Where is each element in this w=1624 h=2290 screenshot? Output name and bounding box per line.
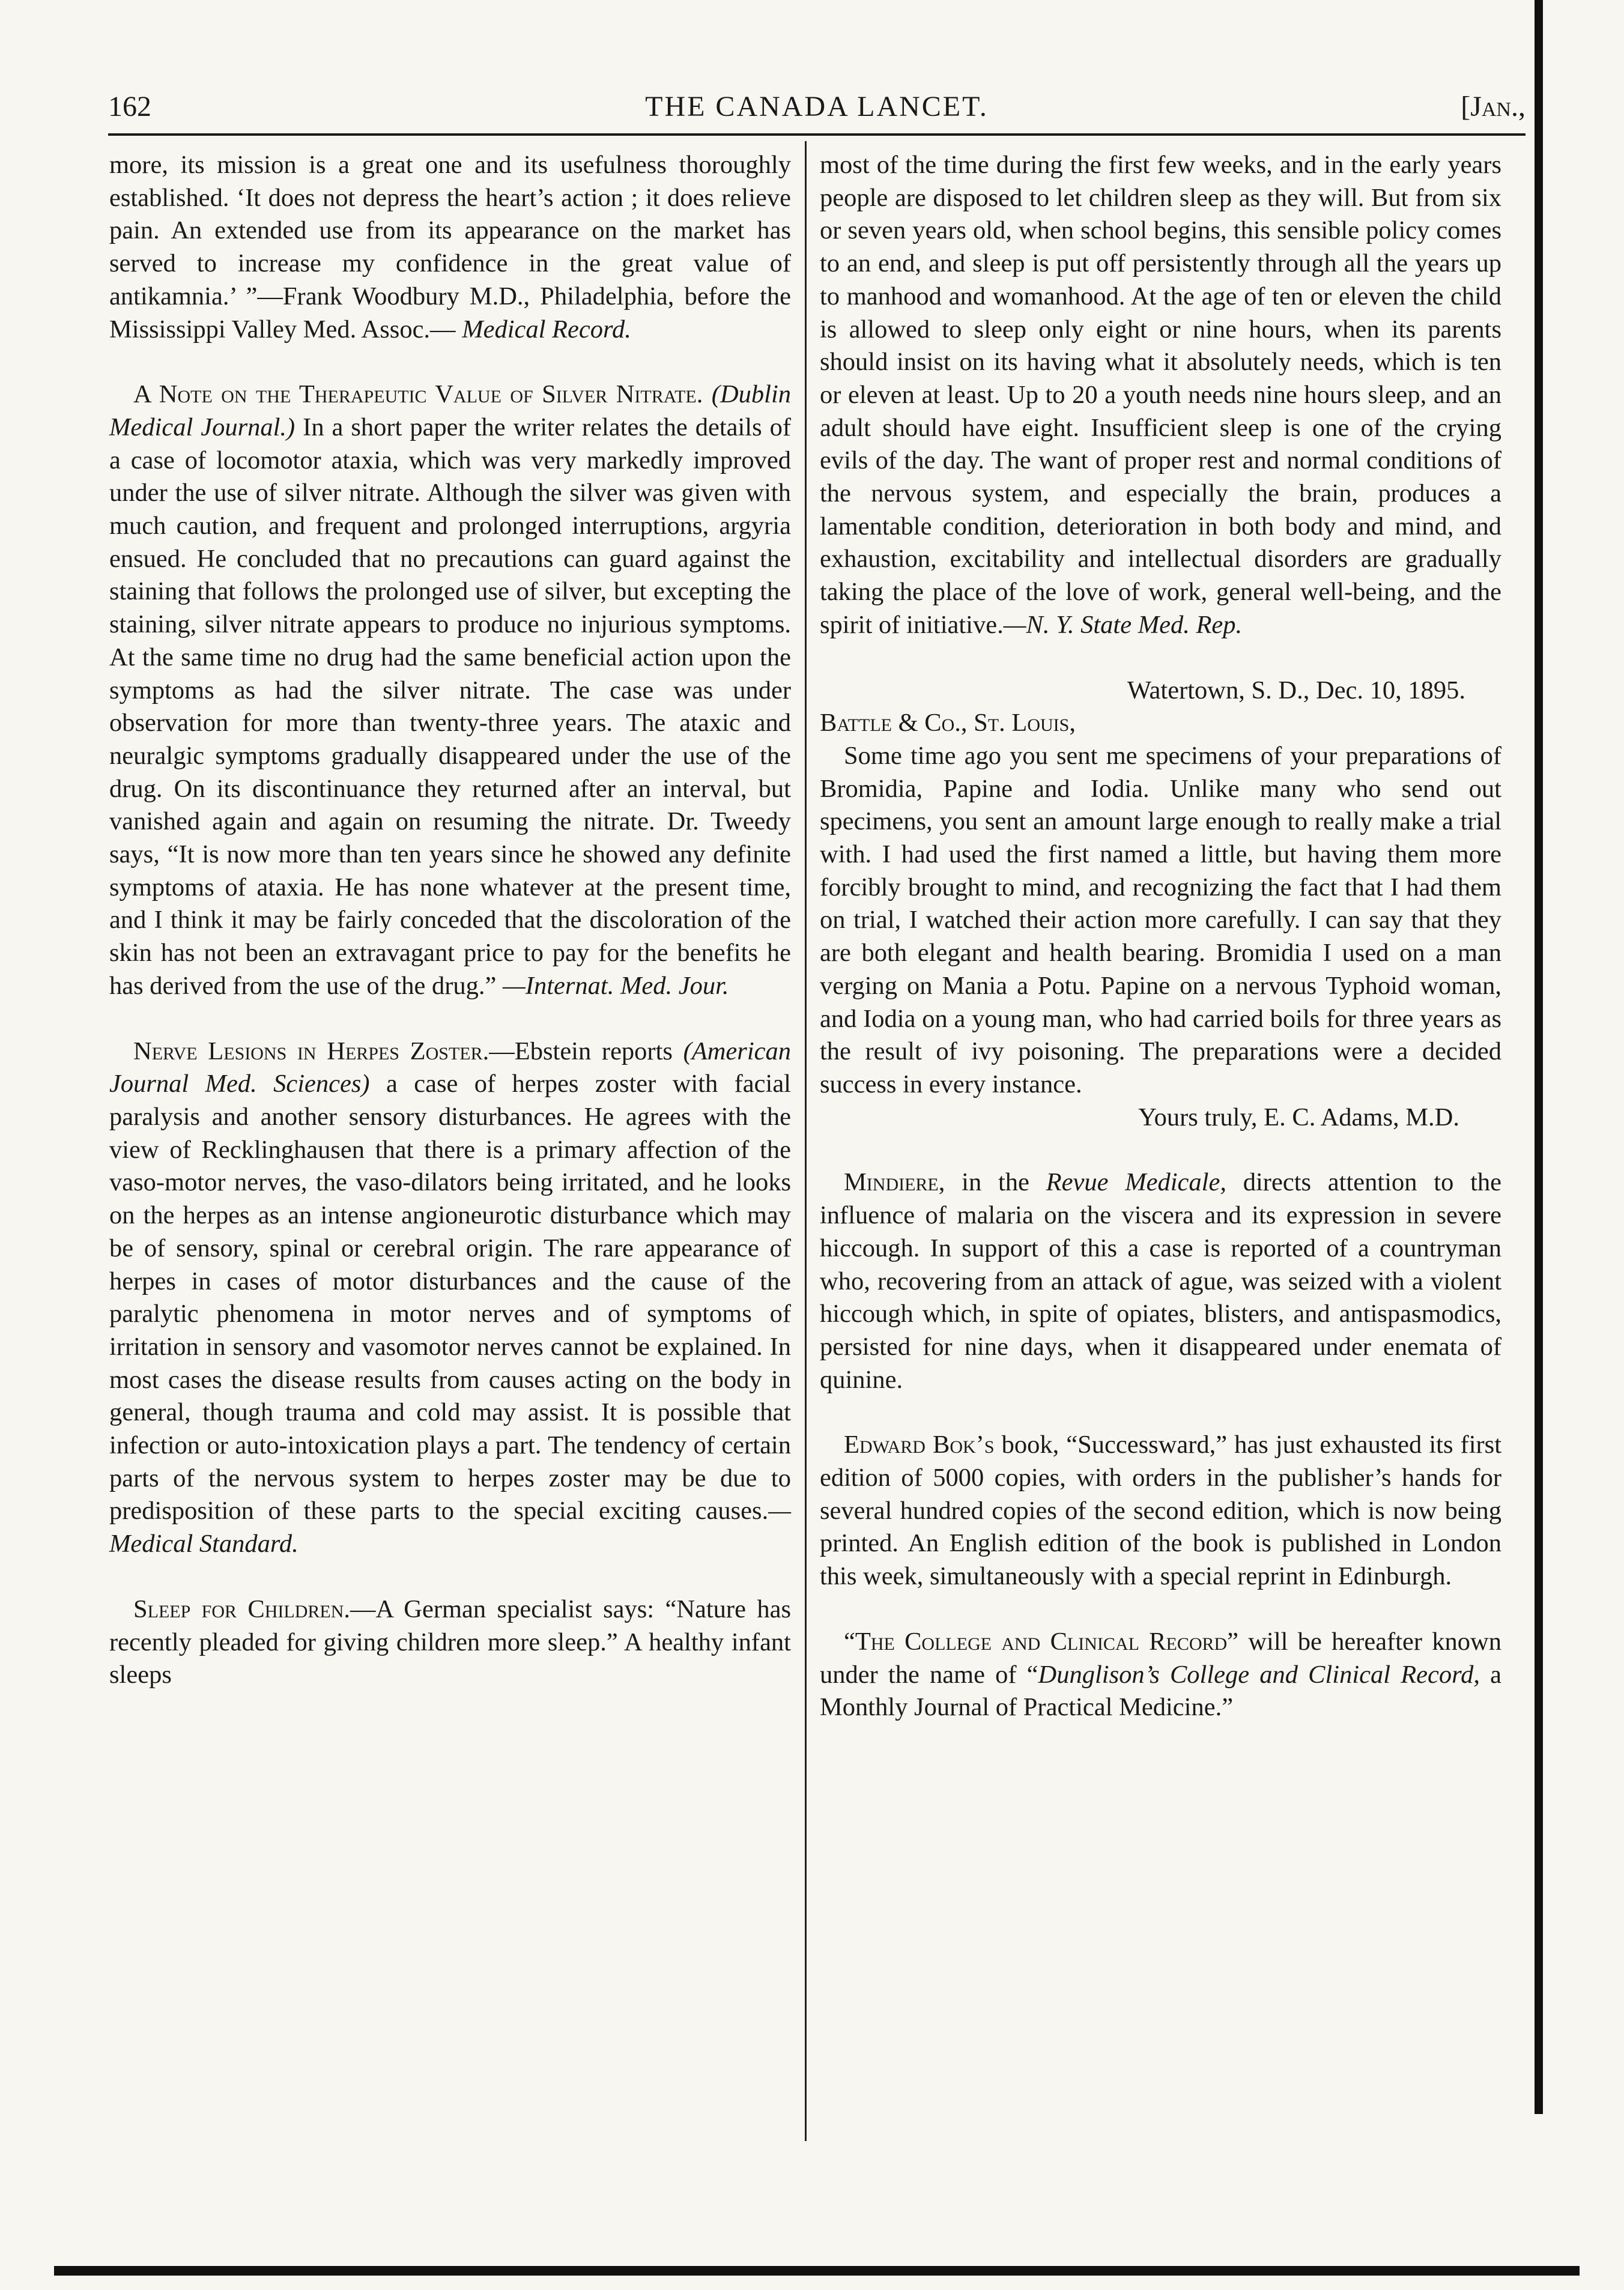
column-divider <box>805 141 807 2141</box>
mindiere-lead: Mindiere, <box>844 1168 945 1197</box>
sleep-citation: —N. Y. State Med. Rep. <box>1003 610 1243 639</box>
page-header <box>108 90 1526 132</box>
antikamnia-paragraph <box>109 149 791 346</box>
sleep-children-title: Sleep for Children. <box>133 1595 351 1623</box>
silver-nitrate-title: A Note on the Therapeutic Value of Silver Nitrate. <box>133 380 703 409</box>
issue-month: [Jan., <box>1461 91 1526 123</box>
silver-nitrate-article <box>109 378 791 1002</box>
malaria-hiccough-article <box>820 1166 1501 1396</box>
page-bottom-bar <box>54 2266 1580 2276</box>
left-column <box>109 149 791 1692</box>
silver-nitrate-text: In a short paper the writer relates the details of a case of locomotor ataxia, which was very markedly improved under the use of silver nitrate. Although the silver was given with much caution, and frequent and prolonged interruptions, argyria ensued. He concluded that no precautions can guard against the staining that follows the prolonged use of silver, but excepting the staining, silver nitrate appears to produce no injurious symptoms. At the same time no drug had the same beneficial action upon the symptoms as had the silver nitrate. The case was under observation for more than twenty-three years. The ataxic and neuralgic symptoms gradually disappeared under the use of the drug. On its discontinuance they returned after an interval, but vanished again and again on resuming the nitrate. Dr. Tweedy says, “It is now more than ten years since he showed any definite symptoms of ataxia. He has none whatever at the present time, and I think it may be fairly conceded that the discoloration of the skin has not been an extravagant price to pay for the benefits he has derived from the use of the drug.” <box>109 413 792 1000</box>
herpes-zoster-citation: —Medical Standard. <box>109 1497 791 1558</box>
silver-nitrate-citation: —Internat. Med. Jour. <box>503 971 729 1000</box>
college-record-article <box>820 1626 1501 1724</box>
page-edge-border <box>1535 0 1543 2114</box>
antikamnia-citation: Medical Record. <box>462 315 631 344</box>
sleep-continuation-text: most of the time during the first few weeks, and in the early years people are disposed to let children sleep as they will. But from six or seven years old, when school begins, this sensible policy comes to an end, and sleep is put off persistently through all the years up to manhood and womanhood. At the age of ten or eleven the child is allowed to sleep only eight or nine hours, when its parents should insist on its having what it absolutely needs, which is ten or eleven at least. Up to 20 a youth needs nine hours sleep, and an adult should have eight. Insufficient sleep is one of the crying evils of the day. The want of proper rest and normal conditions of the nervous system, and especially the brain, produces a lamentable condition, deterioration in both body and mind, and exhaustion, excitability and intellectual disorders are gradually taking the place of the love of work, general well-being, and the spirit of initiative. <box>820 151 1501 639</box>
right-column <box>820 149 1501 1724</box>
successward-article <box>820 1429 1501 1593</box>
bok-text: book, “Successward,” has just exhausted its first edition of 5000 copies, with orders in the publisher’s hands for several hundred copies of the second edition, which is now being printed. An English edition of the book is published in London this week, simultaneously with a special reprint in Edinburgh. <box>820 1431 1502 1591</box>
herpes-zoster-source: (American Journal Med. Sciences) <box>109 1037 792 1098</box>
page-number: 162 <box>108 91 151 123</box>
sleep-children-article <box>109 1593 791 1692</box>
letter-addressee: Battle & Co., St. Louis, <box>820 709 1076 738</box>
herpes-zoster-title: Nerve Lesions in Herpes Zoster. <box>133 1037 489 1065</box>
header-rule <box>108 133 1526 136</box>
mindiere-source: Revue Medicale, <box>1046 1168 1226 1197</box>
college-record-lead: “The College and Clinical Record” <box>844 1627 1239 1656</box>
antikamnia-text: more, its mission is a great one and its usefulness thoroughly established. ‘It does not depress the heart’s action ; it does relieve pain. An extended use from its appearance on the market has served to increase my confidence in the great value of antikamnia.’ ”—Frank Woodbury M.D., Philadelphia, before the Mississippi Valley Med. Assoc.— <box>109 151 791 344</box>
sleep-children-text: —A German specialist says: “Nature has recently pleaded for giving children more sleep.” A healthy infant sleeps <box>109 1595 791 1689</box>
herpes-zoster-article <box>109 1035 791 1561</box>
mindiere-mid: in the <box>962 1168 1029 1197</box>
college-record-text: a Monthly Journal of Practical Medicine.” <box>820 1660 1502 1722</box>
sleep-continuation-paragraph <box>820 149 1501 642</box>
letter-dateline: Watertown, S. D., Dec. 10, 1895. <box>1127 676 1465 704</box>
college-record-mid: will be hereafter known under the name of “ <box>820 1627 1501 1689</box>
college-record-source: Dunglison’s College and Clinical Record, <box>1038 1660 1480 1689</box>
herpes-zoster-lead: —Ebstein reports <box>489 1037 673 1065</box>
journal-title: THE CANADA LANCET. <box>645 91 989 123</box>
letter-body: Some time ago you sent me specimens of your preparations of Bromidia, Papine and Iodia. Unlike many who send out specimens, you sent an amount large enough to really make a trial with. I had used the first named a little, but having them more forcibly brought to mind, and recognizing the fact that I had them on trial, I watched their action more carefully. I can say that they are both elegant and health bearing. Bromidia I used on a man verging on Mania a Potu. Papine on a nervous Typhoid woman, and Iodia on a young man, who had carried boils for three years as the result of ivy poisoning. The preparations were a decided success in every instance. <box>820 741 1501 1098</box>
silver-nitrate-source: (Dublin Medical Journal.) <box>109 380 792 441</box>
mindiere-text: directs attention to the influence of malaria on the viscera and its expression in severe hiccough. In support of this a case is reported of a countryman who, recovering from an attack of ague, was seized with a violent hiccough which, in spite of opiates, blisters, and antispasmodics, persisted for nine days, when it disappeared under enemata of quinine. <box>820 1168 1502 1394</box>
letter-signoff: Yours truly, E. C. Adams, M.D. <box>1138 1103 1459 1131</box>
bok-lead: Edward Bok’s <box>844 1431 995 1459</box>
herpes-zoster-text: a case of herpes zoster with facial paralysis and another sensory disturbances. He agrees with the view of Recklinghausen that there is a primary affection of the vaso-motor nerves, the vaso-dilators being irritated, and he looks on the herpes as an intense angioneurotic disturbance which may be of sensory, spinal or cerebral origin. The rare appearance of herpes in cases of motor disturbances and the cause of the paralytic phenomena in motor nerves and of symptoms of irritation in sensory and vasomotor nerves cannot be explained. In most cases the disease results from causes acting on the body in general, though trauma and cold may assist. It is possible that infection or auto-intoxication plays a part. The tendency of certain parts of the nervous system to herpes zoster may be due to predisposition of these parts to the special exciting causes. <box>109 1070 791 1525</box>
